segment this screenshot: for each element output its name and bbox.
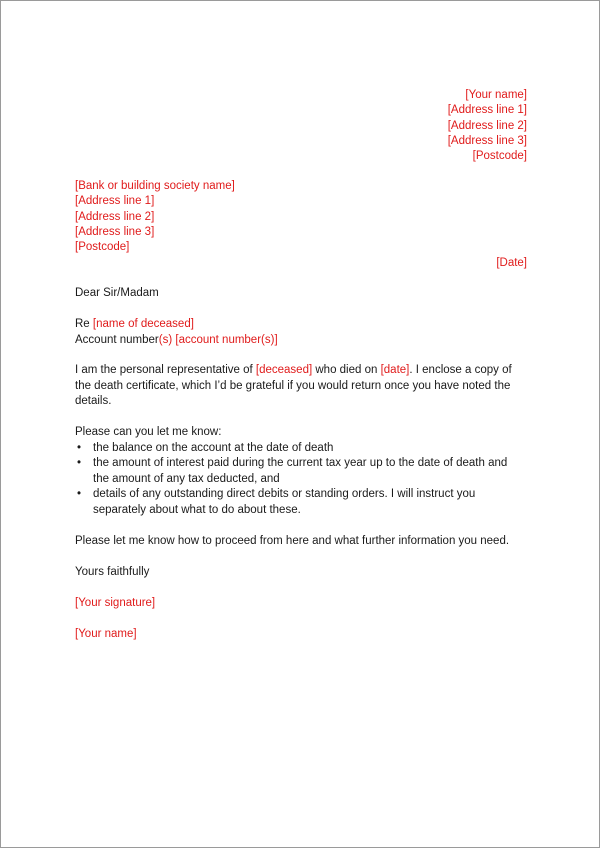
account-label: Account number	[75, 333, 159, 346]
list-item-text: the amount of interest paid during the current tax year up to the date of death and the amount of any tax deducted, and	[93, 457, 508, 485]
salutation: Dear Sir/Madam	[75, 287, 159, 299]
closing: Yours faithfully	[75, 565, 150, 578]
intro-deceased: [deceased]	[255, 364, 313, 376]
request-list	[75, 441, 525, 519]
recipient-address	[75, 179, 235, 255]
re-label: Re	[75, 318, 90, 330]
signoff-name: [Your name]	[75, 627, 137, 640]
intro-date: [date]	[380, 364, 410, 376]
reference-block	[75, 317, 525, 348]
sender-address-line-3: [Address line 3]	[447, 134, 527, 147]
account-number-placeholder: [account number(s)]	[175, 333, 278, 346]
request-intro: Please can you let me know:	[75, 426, 222, 438]
list-item-text: details of any outstanding direct debits or standing orders. I will instruct you separately about what to do about these.	[93, 488, 476, 516]
bullet-icon: •	[77, 457, 82, 469]
proceed-paragraph: Please let me know how to proceed from here and what further information you need.	[75, 534, 510, 547]
sender-address	[448, 88, 527, 164]
recipient-postcode: [Postcode]	[75, 241, 130, 254]
sender-postcode: [Postcode]	[472, 150, 527, 163]
account-suffix: (s)	[158, 333, 173, 346]
intro-paragraph	[75, 363, 525, 410]
intro-part-3: . I enclose a copy of the death certificate, which I’d be grateful if you would return once you have noted the details.	[75, 364, 512, 407]
re-deceased-name: [name of deceased]	[92, 318, 194, 330]
sender-address-line-2: [Address line 2]	[447, 119, 527, 132]
intro-part-1: I am the personal representative of	[75, 364, 256, 376]
letter-date: [Date]	[496, 257, 527, 269]
recipient-address-line-3: [Address line 3]	[75, 225, 155, 238]
signature-placeholder: [Your signature]	[75, 596, 156, 609]
intro-part-2: who died on	[312, 364, 381, 376]
list-item-text: the balance on the account at the date of death	[93, 441, 334, 454]
account-line	[75, 333, 525, 349]
bullet-icon: •	[77, 441, 82, 454]
list-item	[75, 487, 525, 518]
re-line	[75, 317, 525, 333]
letter-body	[75, 286, 525, 642]
recipient-address-line-1: [Address line 1]	[75, 195, 155, 208]
sender-name: [Your name]	[465, 89, 527, 101]
list-item	[75, 441, 525, 457]
bullet-icon: •	[77, 488, 82, 500]
recipient-address-line-2: [Address line 2]	[75, 210, 155, 223]
sender-address-line-1: [Address line 1]	[447, 104, 527, 117]
list-item	[75, 456, 525, 487]
recipient-bank-name: [Bank or building society name]	[75, 180, 235, 192]
